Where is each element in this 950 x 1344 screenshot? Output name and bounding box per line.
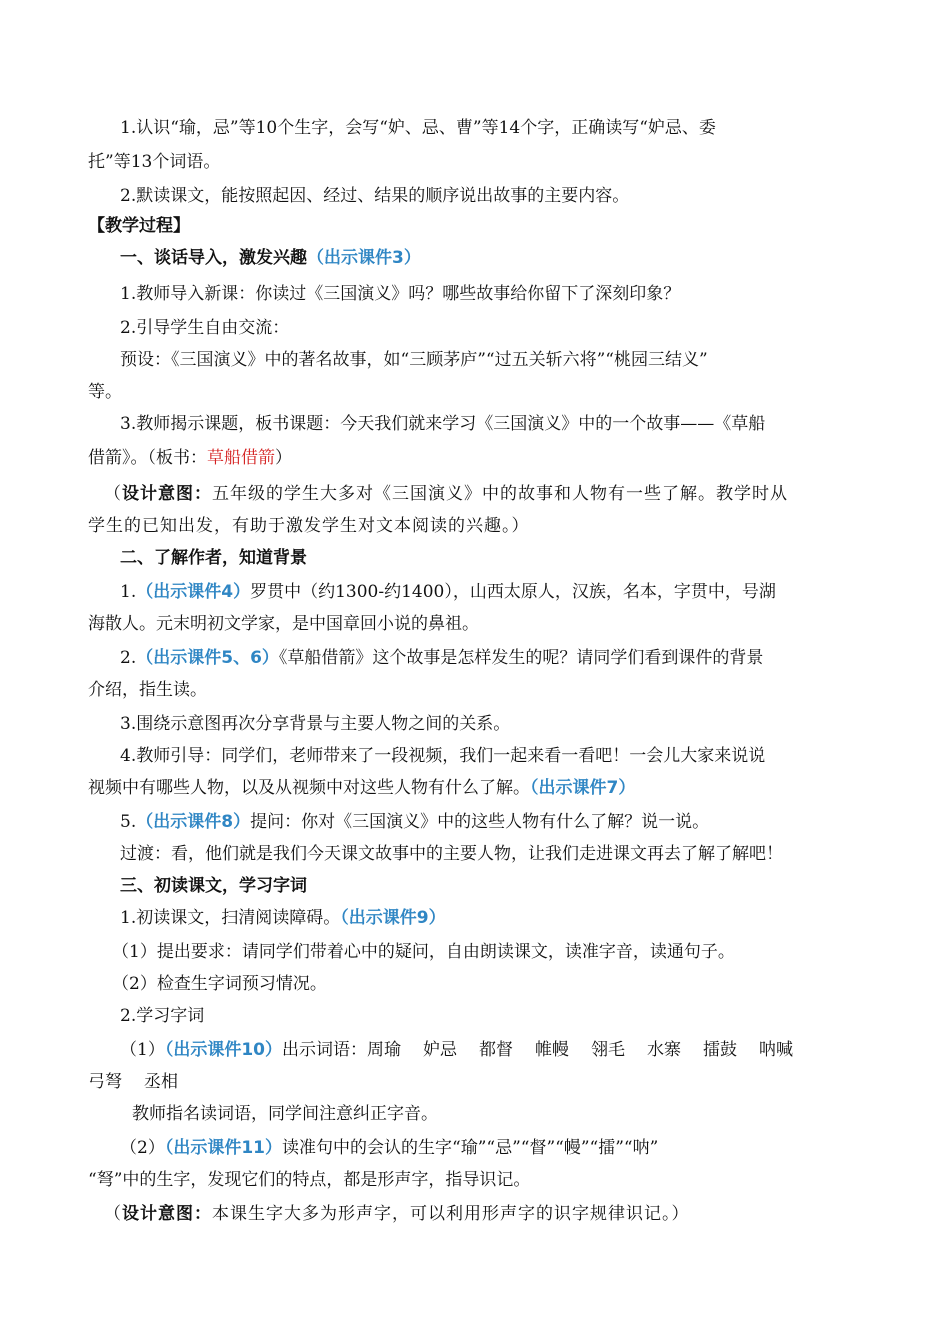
- s2-paragraph-5: [120, 810, 709, 834]
- s2-p2-num: 2.: [120, 648, 137, 668]
- s3-paragraph-7-line-1: [120, 1136, 658, 1160]
- s3-design-note: [104, 1202, 690, 1226]
- s3-p7-text: 读准句中的会认的生字“瑜”“忌”“督”“幔”“擂”“呐”: [282, 1138, 659, 1158]
- s1-paragraph-1: 1.教师导入新课：你读过《三国演义》吗？哪些故事给你留下了深刻印象？: [120, 284, 681, 304]
- s2-paragraph-4-line-2: [88, 776, 635, 800]
- s1-design-text-1: 五年级的学生大多对《三国演义》中的故事和人物有一些了解。教学时从: [212, 484, 788, 504]
- s2-paragraph-4-line-1: 4.教师引导：同学们，老师带来了一段视频，我们一起来看一看吧！一会儿大家来说说: [120, 746, 766, 766]
- s1-paragraph-2: 2.引导学生自由交流：: [120, 318, 290, 338]
- s2-paragraph-2-line-1: [120, 646, 763, 670]
- s2-paragraph-2-line-2: 介绍，指生读。: [88, 680, 207, 700]
- s3-p5-lead: 出示词语：: [282, 1040, 367, 1060]
- s3-p1-text: 1.初读课文，扫清阅读障碍。: [120, 908, 341, 928]
- goal-2: 2.默读课文，能按照起因、经过、结果的顺序说出故事的主要内容。: [120, 186, 630, 206]
- s3-p5-num: （1）: [120, 1040, 165, 1060]
- s2-p5-num: 5.: [120, 812, 137, 832]
- goal-1-line-1: 1.认识“瑜，忌”等10个生字，会写“妒、忌、曹”等14个字，正确读写“妒忌、委: [120, 118, 716, 138]
- s3-requirement: （1）提出要求：请同学们带着心中的疑问，自由朗读课文，读准字音，读通句子。: [112, 942, 735, 962]
- s2-p1-tag: （出示课件4）: [136, 582, 251, 602]
- vocab-word: 水寨: [647, 1040, 681, 1060]
- s1-paragraph-3-line-2: 等。: [88, 382, 122, 402]
- s2-p1-text: 罗贯中（约1300-约1400），山西太原人，汉族，名本，字贯中，号湖: [250, 582, 776, 602]
- s2-paragraph-1-line-1: [120, 580, 776, 604]
- vocab-word: 翎毛: [591, 1040, 625, 1060]
- s1-design-note-line-2: 学生的已知出发，有助于激发学生对文本阅读的兴趣。）: [88, 516, 530, 536]
- vocab-words-line-1: [367, 1040, 815, 1060]
- section-3-title: 三、初读课文，学习字词: [120, 876, 307, 896]
- process-heading: 【教学过程】: [88, 216, 190, 236]
- vocab-word: 妒忌: [423, 1040, 457, 1060]
- vocab-word: 丞相: [144, 1072, 178, 1092]
- s2-p1-num: 1.: [120, 582, 137, 602]
- s2-transition: 过渡：看，他们就是我们今天课文故事中的主要人物，让我们走进课文再去了解了解吧！: [120, 844, 783, 864]
- s2-p4-tag: （出示课件7）: [530, 778, 636, 798]
- s3-learn-words: 2.学习字词: [120, 1006, 205, 1026]
- s3-read-words: 教师指名读词语，同学间注意纠正字音。: [132, 1104, 438, 1124]
- s2-p5-tag: （出示课件8）: [136, 812, 251, 832]
- s1-design-open: （: [104, 484, 122, 504]
- s1-p4-post: ）: [275, 448, 292, 468]
- vocab-word: 帷幔: [535, 1040, 569, 1060]
- vocab-words-line-2: [88, 1070, 200, 1094]
- s2-p2-tag: （出示课件5、6）: [136, 648, 279, 668]
- s2-p4-text: 视频中有哪些人物，以及从视频中对这些人物有什么了解。: [88, 778, 530, 798]
- s3-p7-tag: （出示课件11）: [164, 1138, 282, 1158]
- s3-words-line-1: [120, 1038, 815, 1062]
- s3-p7-num: （2）: [120, 1138, 165, 1158]
- board-title-red: 草船借箭: [207, 448, 275, 468]
- s3-design-open: （: [104, 1204, 122, 1224]
- s1-design-label: 设计意图：: [122, 484, 212, 504]
- s2-paragraph-1-line-2: 海散人。元末明初文学家，是中国章回小说的鼻祖。: [88, 614, 479, 634]
- s1-paragraph-3-line-1: 预设：《三国演义》中的著名故事，如“三顾茅庐”“过五关斩六将”“桃园三结义”: [120, 350, 708, 370]
- s1-paragraph-4-line-2: [88, 446, 292, 470]
- section-1-courseware-tag: （出示课件3）: [307, 248, 421, 268]
- s3-design-label: 设计意图：: [122, 1204, 212, 1224]
- s2-p5-text: 提问：你对《三国演义》中的这些人物有什么了解？说一说。: [250, 812, 710, 832]
- s3-check-preview: （2）检查生字词预习情况。: [112, 974, 327, 994]
- vocab-word: 呐喊: [759, 1040, 793, 1060]
- s1-design-note-line-1: [104, 482, 788, 506]
- s2-p2-text: 《草船借箭》这个故事是怎样发生的呢？请同学们看到课件的背景: [278, 648, 764, 668]
- goal-1-line-2: 托”等13个词语。: [88, 152, 221, 172]
- section-1-heading: [120, 246, 421, 270]
- section-2-title: 二、了解作者，知道背景: [120, 548, 307, 568]
- s1-paragraph-4-line-1: 3.教师揭示课题，板书课题：今天我们就来学习《三国演义》中的一个故事——《草船: [120, 414, 766, 434]
- vocab-word: 擂鼓: [703, 1040, 737, 1060]
- s3-p5-tag: （出示课件10）: [164, 1040, 282, 1060]
- vocab-word: 周瑜: [367, 1040, 401, 1060]
- s3-design-text: 本课生字大多为形声字，可以利用形声字的识字规律识记。）: [212, 1204, 690, 1224]
- s3-p1-tag: （出示课件9）: [340, 908, 446, 928]
- vocab-word: 都督: [479, 1040, 513, 1060]
- vocab-word: 弓弩: [88, 1072, 122, 1092]
- s2-paragraph-3: 3.围绕示意图再次分享背景与主要人物之间的关系。: [120, 714, 511, 734]
- s3-paragraph-7-line-2: “弩”中的生字，发现它们的特点，都是形声字，指导识记。: [88, 1170, 531, 1190]
- s3-paragraph-1: [120, 906, 446, 930]
- section-1-title: 一、谈话导入，激发兴趣: [120, 248, 307, 268]
- s1-p4-pre: 借箭》。（板书：: [88, 448, 207, 468]
